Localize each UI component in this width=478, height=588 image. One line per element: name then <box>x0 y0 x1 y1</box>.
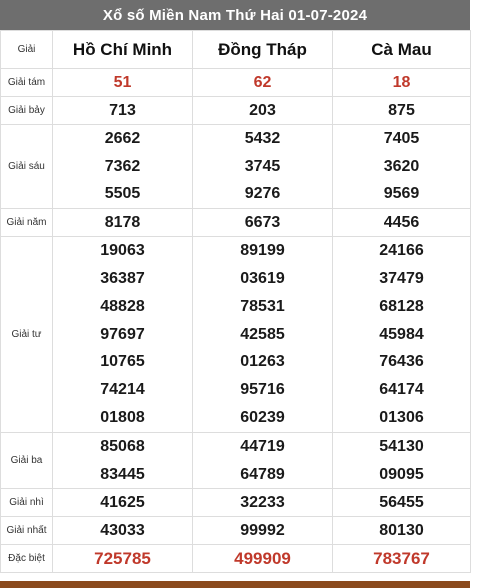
prize-number: 95716 <box>240 381 285 399</box>
prize-number: 09095 <box>379 465 424 483</box>
prize-number: 74214 <box>100 381 145 399</box>
prize-row <box>1 237 471 433</box>
prize-number: 97697 <box>100 325 145 343</box>
prize-number: 48828 <box>100 297 145 315</box>
prize-label: Giải năm <box>1 209 53 237</box>
prize-cell <box>53 237 193 433</box>
prize-number: 725785 <box>94 549 151 569</box>
prize-cell <box>333 97 471 125</box>
prize-number: 9569 <box>383 185 420 203</box>
prize-number: 01263 <box>240 353 285 371</box>
prize-number: 56455 <box>379 494 424 512</box>
prize-number: 37479 <box>379 269 424 287</box>
prize-number: 7405 <box>383 130 420 147</box>
prize-cell <box>53 125 193 209</box>
prize-label: Giải ba <box>1 433 53 489</box>
province-hcm-header: Hồ Chí Minh <box>53 31 193 69</box>
prize-cell <box>333 209 471 237</box>
prize-number: 51 <box>113 74 132 91</box>
prize-number: 24166 <box>379 242 424 260</box>
prize-number: 64174 <box>379 381 424 399</box>
prize-number: 78531 <box>240 297 285 315</box>
prize-number: 80130 <box>379 522 424 540</box>
prize-number: 18 <box>392 74 411 91</box>
prize-number: 83445 <box>100 465 145 483</box>
prize-number: 68128 <box>379 297 424 315</box>
prize-label: Giải sáu <box>1 125 53 209</box>
prize-number: 42585 <box>240 325 285 343</box>
prize-cell <box>193 209 333 237</box>
prize-cell <box>333 517 471 545</box>
prize-label: Giải tám <box>1 69 53 97</box>
prize-number: 7362 <box>104 157 141 175</box>
prize-number: 19063 <box>100 242 145 260</box>
province-dongthap-header: Đồng Tháp <box>193 31 333 69</box>
prize-number: 01808 <box>100 409 145 427</box>
results-body <box>1 69 471 573</box>
prize-row <box>1 489 471 517</box>
prize-number: 8178 <box>104 214 141 232</box>
prize-row <box>1 209 471 237</box>
prize-number: 5432 <box>244 130 281 147</box>
prize-cell <box>53 209 193 237</box>
prize-row <box>1 517 471 545</box>
prize-number: 875 <box>388 102 415 119</box>
prize-number: 4456 <box>383 214 420 232</box>
prize-row <box>1 545 471 573</box>
prize-cell <box>193 489 333 517</box>
prize-column-header: Giải <box>1 31 53 69</box>
prize-row <box>1 97 471 125</box>
prize-row <box>1 433 471 489</box>
prize-number: 713 <box>109 102 136 119</box>
prize-number: 64789 <box>240 465 285 483</box>
prize-number: 43033 <box>100 522 145 540</box>
prize-label: Giải bảy <box>1 97 53 125</box>
prize-number: 6673 <box>244 214 281 232</box>
prize-row <box>1 125 471 209</box>
prize-number: 783767 <box>373 549 430 569</box>
prize-number: 60239 <box>240 409 285 427</box>
prize-number: 01306 <box>379 409 424 427</box>
prize-number: 62 <box>253 74 272 91</box>
prize-number: 10765 <box>100 353 145 371</box>
prize-cell <box>193 545 333 573</box>
prize-cell <box>193 125 333 209</box>
province-camau-header: Cà Mau <box>333 31 471 69</box>
prize-number: 9276 <box>244 185 281 203</box>
prize-number: 5505 <box>104 185 141 203</box>
prize-cell <box>53 489 193 517</box>
prize-cell <box>53 517 193 545</box>
prize-cell <box>193 517 333 545</box>
prize-number: 203 <box>249 102 276 119</box>
prize-number: 2662 <box>104 130 141 147</box>
prize-number: 54130 <box>379 438 424 456</box>
prize-number: 32233 <box>240 494 285 512</box>
prize-cell <box>53 97 193 125</box>
prize-label: Giải tư <box>1 237 53 433</box>
prize-number: 99992 <box>240 522 285 540</box>
prize-cell <box>333 237 471 433</box>
prize-cell <box>333 489 471 517</box>
prize-number: 44719 <box>240 438 285 456</box>
prize-cell <box>333 69 471 97</box>
prize-cell <box>53 433 193 489</box>
prize-number: 499909 <box>234 549 291 569</box>
prize-cell <box>53 545 193 573</box>
results-table <box>0 30 471 573</box>
prize-cell <box>333 125 471 209</box>
prize-row <box>1 69 471 97</box>
prize-cell <box>193 237 333 433</box>
prize-cell <box>193 97 333 125</box>
prize-number: 3745 <box>244 157 281 175</box>
prize-cell <box>193 433 333 489</box>
prize-number: 45984 <box>379 325 424 343</box>
prize-number: 89199 <box>240 242 285 260</box>
prize-number: 76436 <box>379 353 424 371</box>
bottom-bar <box>0 581 470 588</box>
prize-cell <box>333 545 471 573</box>
prize-cell <box>333 433 471 489</box>
prize-number: 36387 <box>100 269 145 287</box>
prize-number: 03619 <box>240 269 285 287</box>
prize-label: Giải nhì <box>1 489 53 517</box>
header-row <box>1 31 471 69</box>
prize-number: 41625 <box>100 494 145 512</box>
prize-number: 3620 <box>383 157 420 175</box>
prize-cell <box>193 69 333 97</box>
results-title: Xổ số Miền Nam Thứ Hai 01-07-2024 <box>0 0 470 30</box>
prize-cell <box>53 69 193 97</box>
prize-label: Giải nhất <box>1 517 53 545</box>
prize-number: 85068 <box>100 438 145 456</box>
prize-label: Đặc biệt <box>1 545 53 573</box>
